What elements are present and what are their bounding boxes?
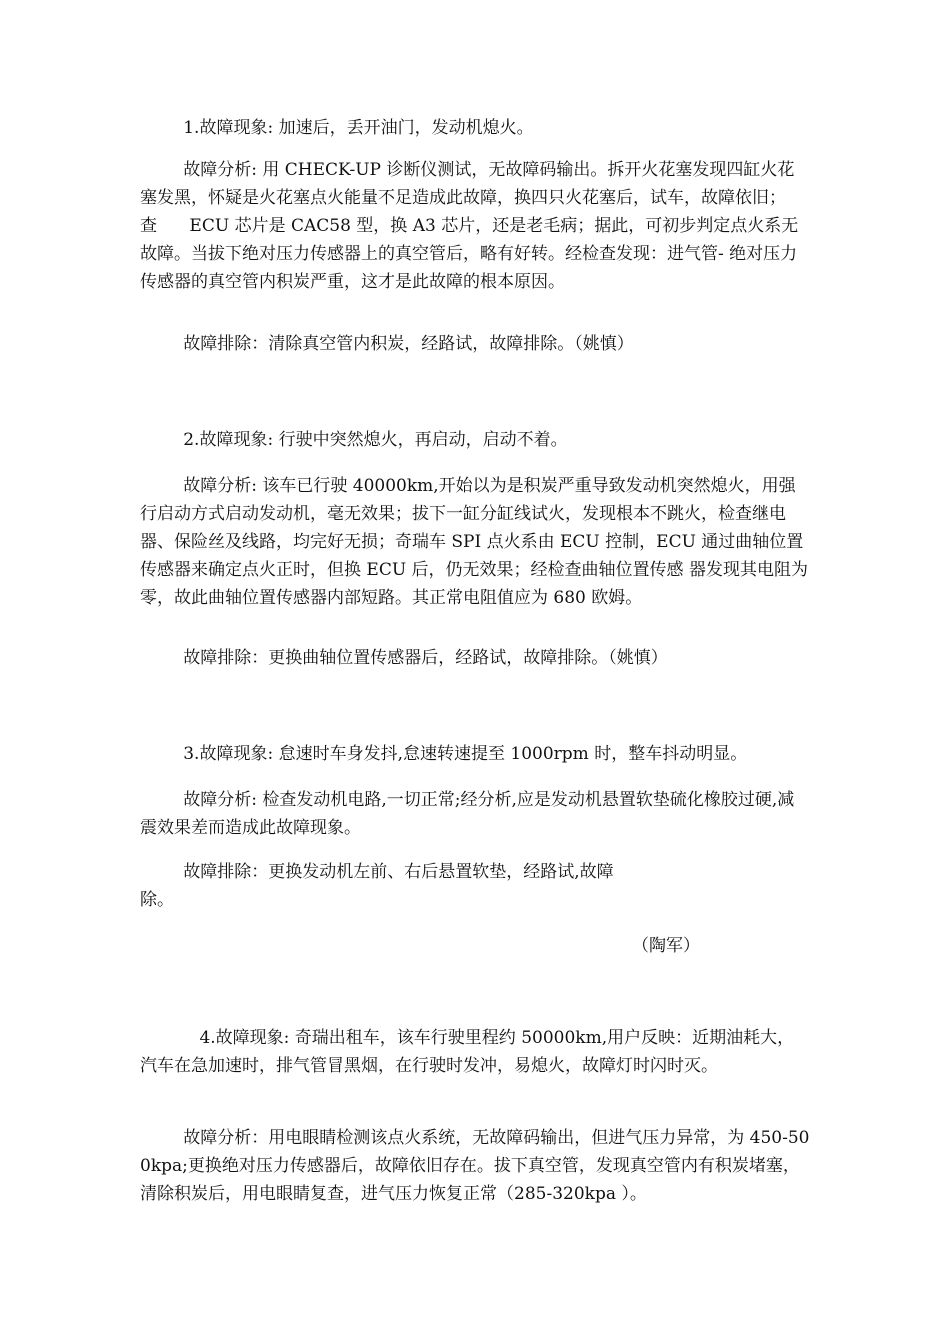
- case-2-symptom: 2.故障现象: 行驶中突然熄火，再启动，启动不着。: [140, 430, 568, 450]
- case-3-signature: （陶军）: [632, 936, 700, 956]
- case-1-symptom: 1.故障现象: 加速后，丢开油门，发动机熄火。: [140, 118, 534, 138]
- case-3-solution: 故障排除：更换发动机左前、右后悬置软垫，经路试,故障 除。: [140, 862, 614, 910]
- case-4-symptom: 4.故障现象: 奇瑞出租车，该车行驶里程约 50000km,用户反映：近期油耗大，汽车在急加速时，排气管冒黑烟，在行驶时发冲，易熄火，故障灯时闪时灭。: [140, 1028, 795, 1076]
- case-1-solution: 故障排除：清除真空管内积炭，经路试，故障排除。（姚慎）: [140, 334, 634, 354]
- case-3-analysis: 故障分析: 检查发动机电路,一切正常;经分析,应是发动机悬置软垫硫化橡胶过硬,减震效果差而造成此故障现象。: [140, 790, 795, 838]
- case-2-analysis: 故障分析: 该车已行驶 40000km,开始以为是积炭严重导致发动机突然熄火，用强行启动方式启动发动机，毫无效果；拔下一缸分缸线试火，发现根本不跳火，检查继电 器、保险丝及线路，均完好无损；奇瑞车 SPI 点火系由 ECU 控制，ECU 通过曲轴位置传感器来确定点火正时，但换 ECU 后，仍无效果；经检查曲轴位置传感 器发现其电阻为零，故此曲轴位置传感器内部短路。其正常电阻值应为 680 欧姆。: [140, 476, 808, 608]
- case-4-analysis: 故障分析：用电眼睛检测该点火系统，无故障码输出，但进气压力异常，为 450-500kpa;更换绝对压力传感器后，故障依旧存在。拔下真空管，发现真空管内有积炭堵塞，清除积炭后，用电眼睛复查，进气压力恢复正常（285-320kpa ）。: [140, 1128, 810, 1204]
- case-3-symptom: 3.故障现象: 怠速时车身发抖,怠速转速提至 1000rpm 时，整车抖动明显。: [140, 744, 748, 764]
- case-2-solution: 故障排除：更换曲轴位置传感器后，经路试，故障排除。（姚慎）: [140, 648, 668, 668]
- case-1-analysis: 故障分析: 用 CHECK-UP 诊断仪测试，无故障码输出。拆开火花塞发现四缸火花塞发黑，怀疑是火花塞点火能量不足造成此故障，换四只火花塞后，试车，故障依旧； 查 ECU 芯片是 CAC58 型，换 A3 芯片，还是老毛病；据此，可初步判定点火系无故障。当拔下绝对压力传感器上的真空管后，略有好转。经检查发现：进气管- 绝对压力传感器的真空管内积炭严重，这才是此故障的根本原因。: [140, 160, 799, 292]
